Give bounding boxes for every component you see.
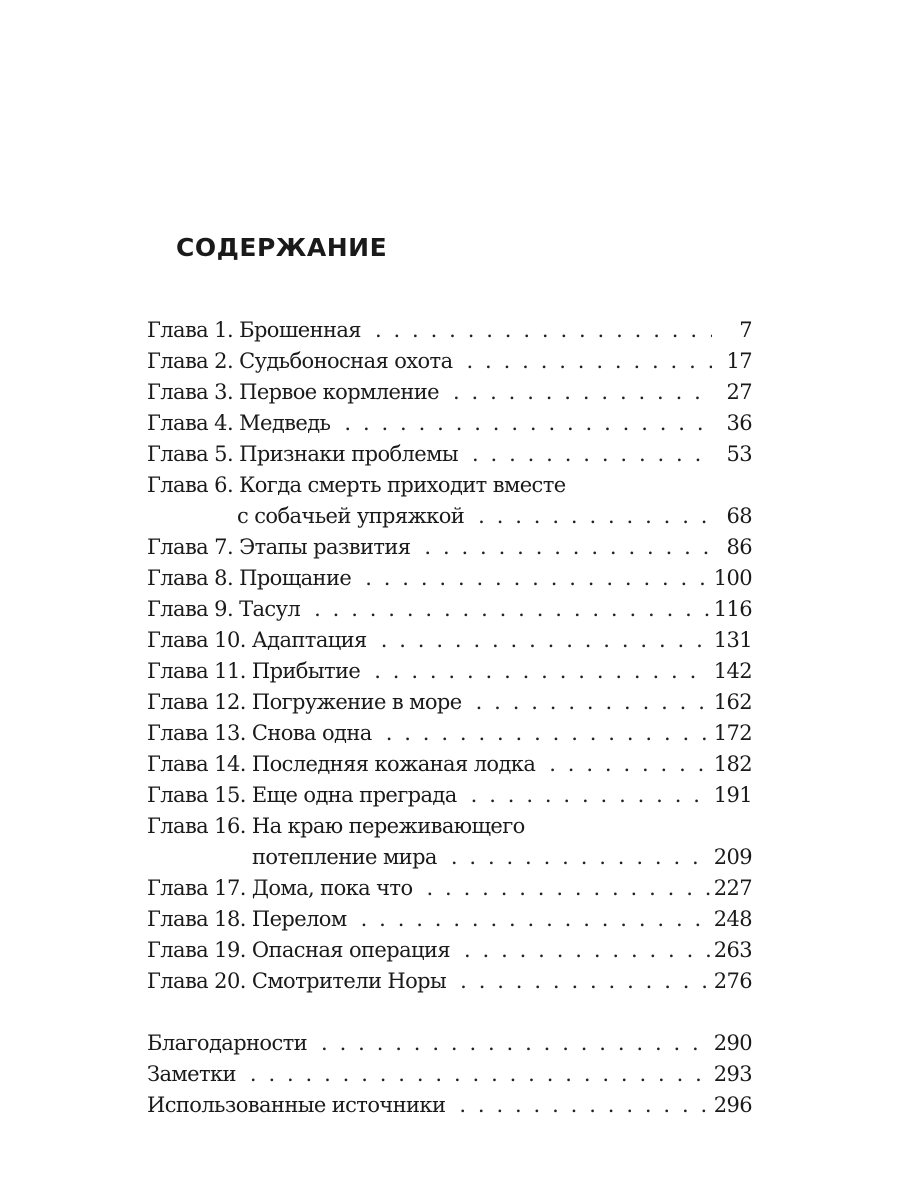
dot-leader	[476, 687, 710, 718]
dot-leader	[460, 966, 710, 997]
toc-entry-chapter-9	[147, 594, 752, 625]
toc-entry-chapter-4	[147, 408, 752, 439]
toc-entry-chapter-10	[147, 625, 752, 656]
dot-leader	[314, 594, 710, 625]
toc-entry-chapter-6-continued	[147, 501, 752, 532]
sources-label: Использованные источники	[147, 1093, 446, 1117]
chapter-20-page-number: 276	[713, 969, 752, 993]
chapter-19-page-number: 263	[713, 938, 752, 962]
toc-entry-sources	[147, 1090, 752, 1121]
chapter-4-label: Глава 4. Медведь	[147, 411, 331, 435]
chapter-8-page-number: 100	[713, 566, 752, 590]
sources-page-number: 296	[713, 1093, 752, 1117]
chapter-15-page-number: 191	[713, 783, 752, 807]
chapter-19-label: Глава 19. Опасная операция	[147, 938, 450, 962]
chapter-17-page-number: 227	[713, 876, 752, 900]
dot-leader	[381, 625, 710, 656]
dot-leader	[361, 904, 710, 935]
chapter-3-label: Глава 3. Первое кормление	[147, 380, 439, 404]
chapter-7-label: Глава 7. Этапы развития	[147, 535, 411, 559]
dot-leader	[478, 501, 712, 532]
dot-leader	[549, 749, 709, 780]
dot-leader	[321, 1028, 710, 1059]
chapter-17-label: Глава 17. Дома, пока что	[147, 876, 413, 900]
chapter-16-page-number: 209	[713, 845, 752, 869]
toc-entry-chapter-17	[147, 873, 752, 904]
toc-entry-chapter-19	[147, 935, 752, 966]
toc-entry-chapter-11	[147, 656, 752, 687]
chapter-18-label: Глава 18. Перелом	[147, 907, 347, 931]
dot-leader	[344, 408, 712, 439]
chapter-11-label: Глава 11. Прибытие	[147, 659, 361, 683]
toc-entry-chapter-2	[147, 346, 752, 377]
dot-leader	[424, 532, 712, 563]
chapter-20-label: Глава 20. Смотрители Норы	[147, 969, 447, 993]
chapter-13-page-number: 172	[713, 721, 752, 745]
dot-leader	[386, 718, 710, 749]
chapter-2-label: Глава 2. Судьбоносная охота	[147, 349, 453, 373]
dot-leader	[374, 656, 709, 687]
dot-leader	[451, 842, 710, 873]
chapter-6-page-number: 68	[726, 504, 752, 528]
chapter-9-page-number: 116	[713, 597, 752, 621]
dot-leader	[471, 780, 710, 811]
chapter-12-label: Глава 12. Погружение в море	[147, 690, 462, 714]
toc-entry-chapter-15	[147, 780, 752, 811]
chapter-18-page-number: 248	[713, 907, 752, 931]
dot-leader	[427, 873, 710, 904]
chapter-4-page-number: 36	[726, 411, 752, 435]
toc-entry-chapter-14	[147, 749, 752, 780]
chapter-16-label: Глава 16. На краю переживающего	[147, 814, 525, 838]
toc-entry-chapter-12	[147, 687, 752, 718]
dot-leader	[453, 377, 712, 408]
toc-entry-chapter-5	[147, 439, 752, 470]
toc-entry-chapter-3	[147, 377, 752, 408]
dot-leader	[467, 346, 713, 377]
chapter-1-page-number: 7	[739, 318, 752, 342]
toc-entry-chapter-18	[147, 904, 752, 935]
chapter-9-label: Глава 9. Тасул	[147, 597, 301, 621]
dot-leader	[375, 315, 712, 346]
chapter-3-page-number: 27	[726, 380, 752, 404]
chapter-15-label: Глава 15. Еще одна преграда	[147, 783, 457, 807]
chapter-12-page-number: 162	[713, 690, 752, 714]
dot-leader	[459, 1090, 709, 1121]
chapter-6-label-continued: с собачьей упряжкой	[237, 504, 465, 528]
chapter-7-page-number: 86	[726, 535, 752, 559]
chapter-10-page-number: 131	[713, 628, 752, 652]
toc-entry-chapter-20	[147, 966, 752, 997]
toc-entry-chapter-16	[147, 811, 752, 842]
dot-leader	[464, 935, 710, 966]
acknowledgements-label: Благодарности	[147, 1031, 308, 1055]
chapter-11-page-number: 142	[713, 659, 752, 683]
table-of-contents	[147, 315, 752, 1121]
toc-entry-chapter-6	[147, 470, 752, 501]
dot-leader	[365, 563, 710, 594]
toc-entry-chapter-7	[147, 532, 752, 563]
chapter-2-page-number: 17	[726, 349, 752, 373]
chapter-14-label: Глава 14. Последняя кожаная лодка	[147, 752, 536, 776]
chapter-10-label: Глава 10. Адаптация	[147, 628, 367, 652]
dot-leader	[472, 439, 712, 470]
chapter-16-label-continued: потепление мира	[252, 845, 437, 869]
chapter-5-label: Глава 5. Признаки проблемы	[147, 442, 458, 466]
toc-entry-chapter-13	[147, 718, 752, 749]
chapter-1-label: Глава 1. Брошенная	[147, 318, 361, 342]
chapter-14-page-number: 182	[713, 752, 752, 776]
page-title: СОДЕРЖАНИЕ	[176, 233, 388, 262]
notes-page-number: 293	[713, 1062, 752, 1086]
toc-entry-chapter-16-continued	[147, 842, 752, 873]
chapter-6-label: Глава 6. Когда смерть приходит вместе	[147, 473, 566, 497]
toc-entry-acknowledgements	[147, 1028, 752, 1059]
acknowledgements-page-number: 290	[713, 1031, 752, 1055]
toc-entry-chapter-1	[147, 315, 752, 346]
section-gap	[147, 997, 752, 1028]
chapter-8-label: Глава 8. Прощание	[147, 566, 352, 590]
chapter-5-page-number: 53	[726, 442, 752, 466]
toc-entry-chapter-8	[147, 563, 752, 594]
toc-entry-notes	[147, 1059, 752, 1090]
dot-leader	[250, 1059, 710, 1090]
notes-label: Заметки	[147, 1062, 236, 1086]
chapter-13-label: Глава 13. Снова одна	[147, 721, 372, 745]
